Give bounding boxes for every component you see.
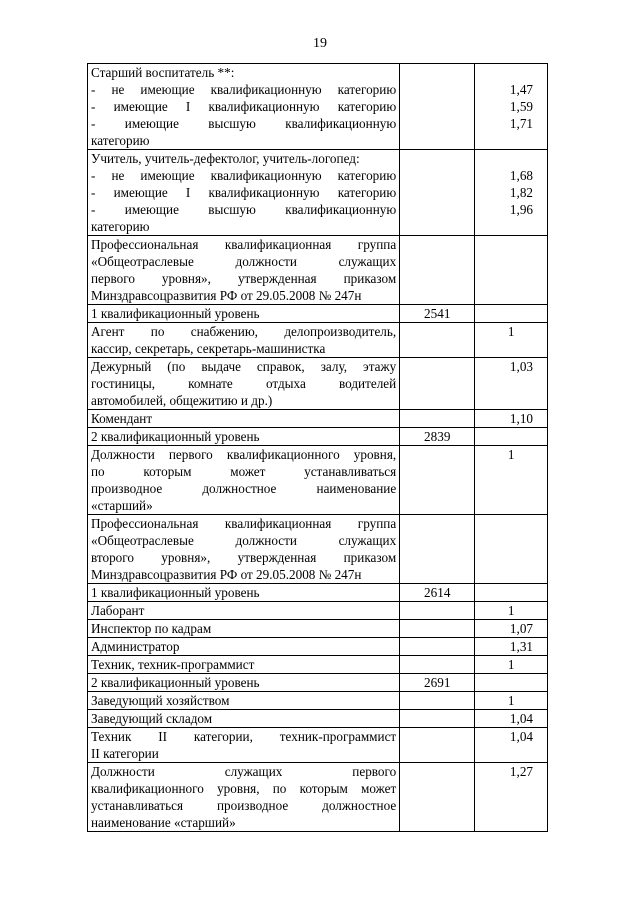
position-text-line: по которым может устанавливаться — [91, 464, 397, 479]
salary-coefficient-table — [87, 63, 548, 832]
coefficient-value: 1,96 — [509, 202, 533, 217]
coefficient-value: 1 — [507, 657, 515, 672]
base-salary-cell: 2614 — [400, 584, 475, 602]
position-text-line: - имеющие высшую квалификационную — [91, 202, 397, 217]
position-cell — [88, 305, 400, 323]
table-row — [88, 692, 548, 710]
position-cell — [88, 515, 400, 584]
page-number: 19 — [313, 36, 327, 51]
coefficient-value — [478, 428, 533, 445]
position-text-line: наименование «старший» — [91, 815, 236, 830]
base-salary-cell — [400, 620, 475, 638]
position-cell — [88, 584, 400, 602]
position-cell — [88, 692, 400, 710]
base-salary-cell — [400, 358, 475, 410]
position-text-line: категорию — [91, 133, 150, 148]
position-text-line: - не имеющие квалификационную категорию — [91, 82, 397, 97]
table-row — [88, 602, 548, 620]
table-row — [88, 410, 548, 428]
base-salary-cell — [400, 410, 475, 428]
coefficient-cell — [475, 710, 548, 728]
coefficient-cell — [475, 64, 548, 150]
coefficient-cell — [475, 428, 548, 446]
coefficient-cell — [475, 602, 548, 620]
position-text-line: - имеющие I квалификационную категорию — [91, 99, 397, 114]
table-row — [88, 620, 548, 638]
table-row — [88, 656, 548, 674]
coefficient-value — [478, 236, 533, 253]
table-row — [88, 305, 548, 323]
coefficient-value — [478, 150, 533, 167]
base-salary-cell: 2839 — [400, 428, 475, 446]
coefficient-cell — [475, 728, 548, 763]
table-row — [88, 728, 548, 763]
coefficient-value — [478, 515, 533, 532]
position-text-line: «старший» — [91, 498, 153, 513]
base-salary-cell — [400, 728, 475, 763]
position-cell — [88, 763, 400, 832]
coefficient-value: 1,07 — [509, 621, 533, 636]
position-text-line: кассир, секретарь, секретарь-машинистка — [91, 341, 326, 356]
position-text-line: - имеющие высшую квалификационную — [91, 116, 397, 131]
base-salary-cell — [400, 236, 475, 305]
position-text-line: устанавливаться производное должностное — [91, 798, 397, 813]
position-text-line: гостиницы, комнате отдыха водителей — [91, 376, 397, 391]
coefficient-cell — [475, 358, 548, 410]
position-cell — [88, 656, 400, 674]
coefficient-cell — [475, 236, 548, 305]
coefficient-value: 1 — [507, 603, 515, 618]
base-salary-cell — [400, 710, 475, 728]
coefficient-value — [478, 584, 533, 601]
position-text-line: Старший воспитатель **: — [91, 65, 235, 80]
coefficient-value — [478, 674, 533, 691]
position-cell — [88, 728, 400, 763]
position-text-line: Инспектор по кадрам — [91, 621, 212, 636]
table-row — [88, 638, 548, 656]
position-text-line: Администратор — [91, 639, 180, 654]
position-cell — [88, 674, 400, 692]
position-text-line: 1 квалификационный уровень — [91, 306, 260, 321]
position-text-line: Профессиональная квалификационная группа — [91, 516, 397, 531]
coefficient-value: 1,10 — [509, 411, 533, 426]
position-text-line: первого уровня», утвержденная приказом — [91, 271, 397, 286]
position-cell — [88, 236, 400, 305]
position-text-line: Заведующий складом — [91, 711, 213, 726]
coefficient-cell — [475, 323, 548, 358]
position-cell — [88, 710, 400, 728]
position-cell — [88, 410, 400, 428]
position-text-line: квалификационного уровня, по которым может — [91, 781, 397, 796]
position-text-line: Техник II категории, техник-программист — [91, 729, 397, 744]
table-row — [88, 358, 548, 410]
position-text-line: Минздравсоцразвития РФ от 29.05.2008 № 247н — [91, 288, 362, 303]
position-text-line: Должности служащих первого — [91, 764, 397, 779]
coefficient-value: 1 — [507, 693, 515, 708]
position-cell — [88, 150, 400, 236]
base-salary-cell — [400, 692, 475, 710]
position-text-line: - имеющие I квалификационную категорию — [91, 185, 397, 200]
base-salary-cell — [400, 64, 475, 150]
position-text-line: второго уровня», утвержденная приказом — [91, 550, 397, 565]
table-row — [88, 515, 548, 584]
position-text-line: Техник, техник-программист — [91, 657, 255, 672]
coefficient-cell — [475, 692, 548, 710]
position-text-line: Комендант — [91, 411, 153, 426]
position-cell — [88, 323, 400, 358]
position-text-line: автомобилей, общежитию и др.) — [91, 393, 273, 408]
coefficient-value: 1,47 — [509, 82, 533, 97]
base-salary-cell: 2691 — [400, 674, 475, 692]
coefficient-cell — [475, 763, 548, 832]
position-text-line: «Общеотраслевые должности служащих — [91, 254, 397, 269]
table-row — [88, 710, 548, 728]
position-text-line: Заведующий хозяйством — [91, 693, 230, 708]
coefficient-cell — [475, 150, 548, 236]
base-salary-cell — [400, 515, 475, 584]
position-text-line: Учитель, учитель-дефектолог, учитель-логопед: — [91, 151, 360, 166]
base-salary-cell — [400, 446, 475, 515]
table-row — [88, 584, 548, 602]
coefficient-value: 1,68 — [509, 168, 533, 183]
base-salary-cell: 2541 — [400, 305, 475, 323]
position-cell — [88, 620, 400, 638]
base-salary-cell — [400, 602, 475, 620]
table-row — [88, 323, 548, 358]
coefficient-value: 1,71 — [509, 116, 533, 131]
coefficient-value — [478, 305, 533, 322]
coefficient-cell — [475, 620, 548, 638]
position-text-line: Дежурный (по выдаче справок, залу, этажу — [91, 359, 397, 374]
position-cell — [88, 358, 400, 410]
position-cell — [88, 64, 400, 150]
base-salary-cell — [400, 656, 475, 674]
coefficient-value: 1,04 — [509, 729, 533, 744]
coefficient-value: 1,04 — [509, 711, 533, 726]
base-salary-cell — [400, 638, 475, 656]
coefficient-value: 1,31 — [509, 639, 533, 654]
table-row — [88, 763, 548, 832]
position-text-line: производное должностное наименование — [91, 481, 397, 496]
position-text-line: 1 квалификационный уровень — [91, 585, 260, 600]
coefficient-cell — [475, 674, 548, 692]
table-row — [88, 446, 548, 515]
table-row — [88, 674, 548, 692]
position-cell — [88, 602, 400, 620]
coefficient-cell — [475, 638, 548, 656]
coefficient-value: 1 — [507, 447, 515, 462]
coefficient-cell — [475, 305, 548, 323]
position-text-line: Минздравсоцразвития РФ от 29.05.2008 № 247н — [91, 567, 362, 582]
base-salary-cell — [400, 150, 475, 236]
coefficient-cell — [475, 584, 548, 602]
table-row — [88, 150, 548, 236]
position-text-line: Лаборант — [91, 603, 145, 618]
table-row — [88, 428, 548, 446]
position-text-line: категорию — [91, 219, 150, 234]
table-row — [88, 236, 548, 305]
position-cell — [88, 428, 400, 446]
position-text-line: «Общеотраслевые должности служащих — [91, 533, 397, 548]
coefficient-cell — [475, 515, 548, 584]
position-cell — [88, 638, 400, 656]
position-text-line: - не имеющие квалификационную категорию — [91, 168, 397, 183]
position-text-line: II категории — [91, 746, 159, 761]
coefficient-value: 1,03 — [509, 359, 533, 374]
position-cell — [88, 446, 400, 515]
coefficient-cell — [475, 446, 548, 515]
base-salary-cell — [400, 763, 475, 832]
position-text-line: 2 квалификационный уровень — [91, 429, 260, 444]
coefficient-value — [478, 64, 533, 81]
coefficient-value: 1,59 — [509, 99, 533, 114]
position-text-line: Профессиональная квалификационная группа — [91, 237, 397, 252]
table-row — [88, 64, 548, 150]
coefficient-cell — [475, 410, 548, 428]
base-salary-cell — [400, 323, 475, 358]
position-text-line: 2 квалификационный уровень — [91, 675, 260, 690]
coefficient-value: 1 — [507, 324, 515, 339]
coefficient-cell — [475, 656, 548, 674]
coefficient-value: 1,27 — [509, 764, 533, 779]
position-text-line: Должности первого квалификационного уровня, — [91, 447, 397, 462]
position-text-line: Агент по снабжению, делопроизводитель, — [91, 324, 397, 339]
coefficient-value: 1,82 — [509, 185, 533, 200]
